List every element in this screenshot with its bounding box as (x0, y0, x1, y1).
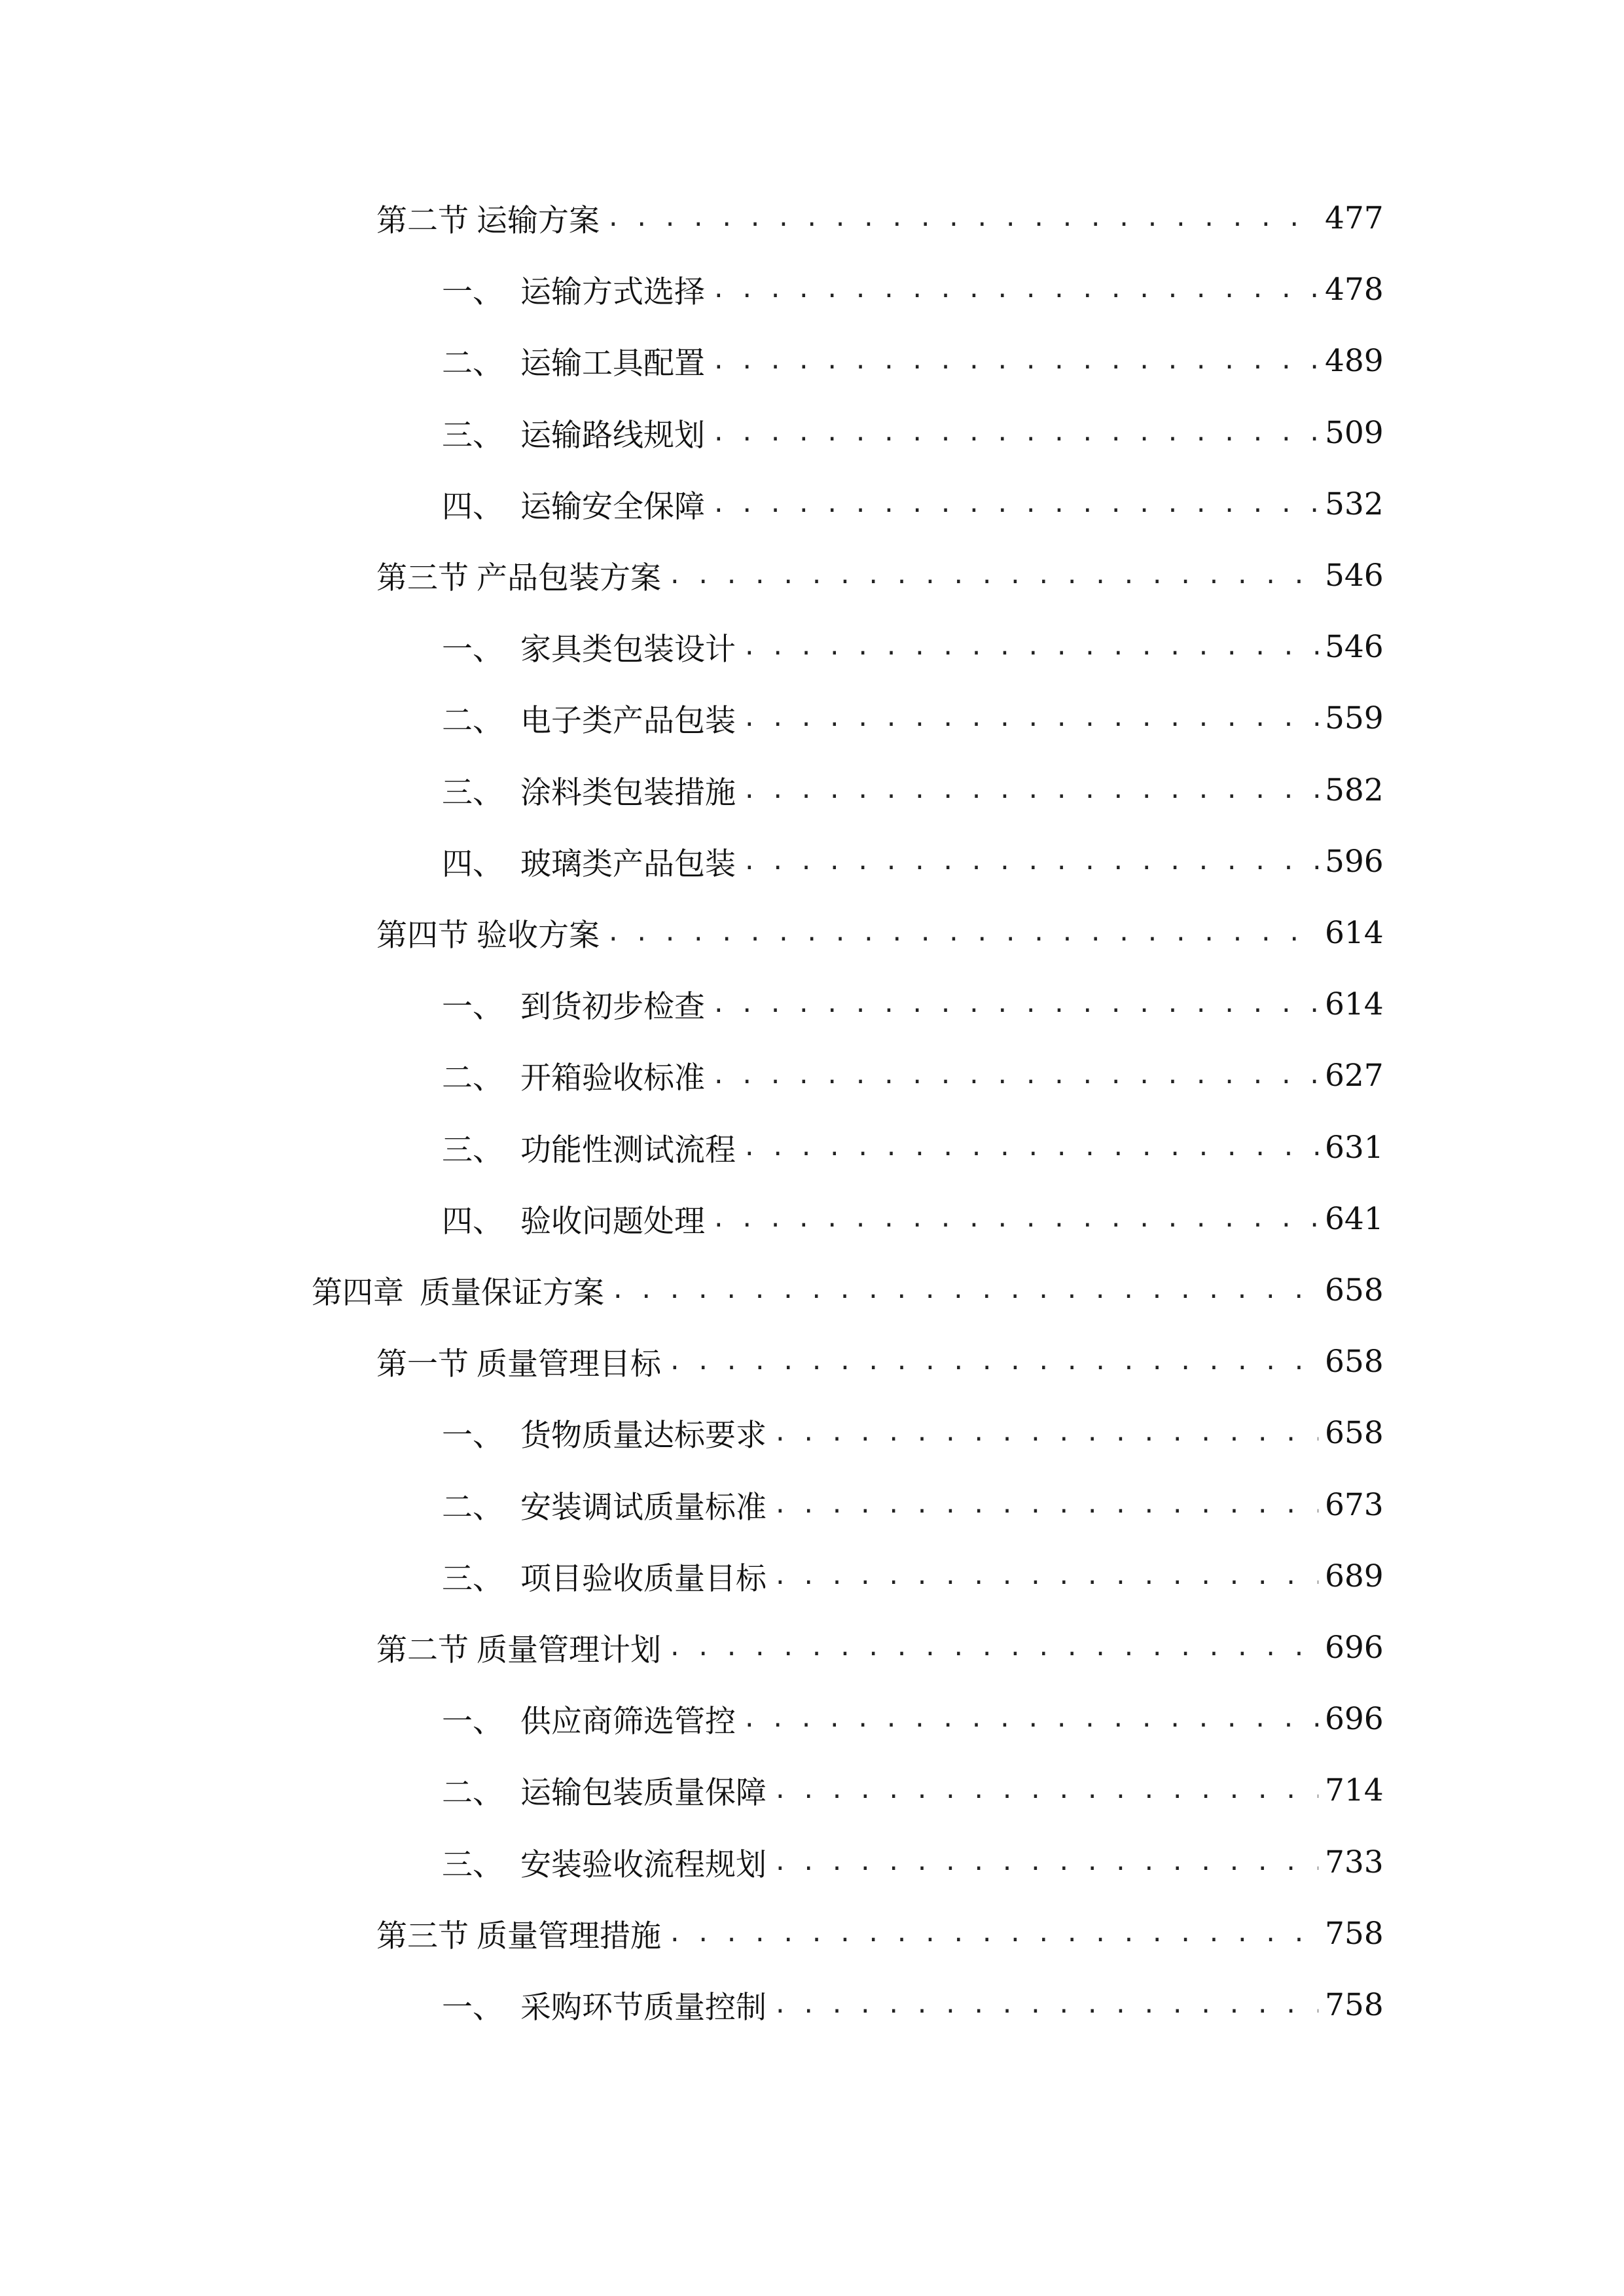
toc-entry-title: 运输路线规划 (520, 417, 705, 454)
dot-leader (773, 1777, 1318, 1804)
dot-leader (712, 991, 1318, 1018)
toc-entry-page: 758 (1325, 1986, 1384, 2023)
toc-entry-number: 四、 (442, 488, 503, 525)
toc-entry-page: 532 (1325, 486, 1384, 522)
dot-leader (712, 276, 1318, 303)
toc-entry-page: 696 (1325, 1629, 1384, 1666)
toc-entry-page: 758 (1325, 1915, 1384, 1952)
dot-leader (773, 1563, 1318, 1590)
toc-entry-page: 658 (1325, 1343, 1384, 1380)
toc-entry-page: 658 (1325, 1272, 1384, 1308)
toc-entry-title: 家具类包装设计 (520, 631, 736, 668)
dot-leader (668, 1634, 1318, 1661)
toc-entry[interactable] (442, 1761, 1384, 1820)
toc-entry[interactable] (442, 1189, 1384, 1248)
toc-entry-number: 第三节 (376, 560, 469, 596)
toc-entry-number: 三、 (442, 417, 503, 454)
toc-entry[interactable] (442, 475, 1384, 533)
toc-entry-number: 一、 (442, 1989, 503, 2026)
toc-entry-number: 第四节 (376, 917, 469, 954)
toc-entry-title: 采购环节质量控制 (520, 1989, 767, 2026)
toc-entry-page: 582 (1325, 772, 1384, 808)
toc-entry-title: 运输方式选择 (520, 274, 705, 310)
dot-leader (712, 348, 1318, 374)
toc-entry-title: 玻璃类产品包装 (520, 846, 736, 882)
toc-entry[interactable] (376, 1332, 1384, 1391)
toc-entry-number: 二、 (442, 702, 503, 739)
toc-entry-number: 四、 (442, 1203, 503, 1240)
toc-entry[interactable] (442, 975, 1384, 1033)
toc-entry-title: 质量管理措施 (477, 1918, 661, 1954)
toc-entry[interactable] (442, 1403, 1384, 1462)
dot-leader (668, 562, 1318, 589)
toc-entry-number: 一、 (442, 631, 503, 668)
dot-leader (712, 491, 1318, 518)
toc-entry-title: 验收问题处理 (520, 1203, 705, 1240)
toc-entry-page: 596 (1325, 843, 1384, 880)
toc-entry-title: 验收方案 (477, 917, 600, 954)
toc-entry-page: 641 (1325, 1200, 1384, 1237)
toc-entry[interactable] (442, 617, 1384, 676)
toc-entry[interactable] (376, 546, 1384, 605)
dot-leader (773, 1420, 1318, 1446)
toc-entry[interactable] (312, 1261, 1384, 1319)
toc-entry-page: 509 (1325, 414, 1384, 451)
toc-entry[interactable] (442, 761, 1384, 819)
toc-entry-page: 673 (1325, 1486, 1384, 1523)
toc-entry-number: 一、 (442, 1703, 503, 1740)
toc-entry[interactable] (442, 260, 1384, 319)
toc-entry-number: 第二节 (376, 1632, 469, 1668)
toc-entry-number: 一、 (442, 1417, 503, 1454)
toc-entry-number: 三、 (442, 1846, 503, 1883)
toc-entry[interactable] (376, 188, 1384, 247)
toc-entry-number: 第二节 (376, 202, 469, 239)
toc-entry-page: 733 (1325, 1844, 1384, 1880)
toc-entry-page: 546 (1325, 628, 1384, 665)
toc-entry[interactable] (442, 1118, 1384, 1177)
toc-entry[interactable] (442, 689, 1384, 747)
toc-entry-title: 运输工具配置 (520, 345, 705, 382)
toc-entry-title: 涂料类包装措施 (520, 774, 736, 811)
toc-entry-number: 第四章 (312, 1274, 404, 1311)
toc-entry-number: 三、 (442, 1560, 503, 1597)
dot-leader (712, 1206, 1318, 1232)
toc-entry-title: 质量保证方案 (420, 1274, 604, 1311)
toc-entry[interactable] (442, 403, 1384, 462)
toc-entry[interactable] (442, 1689, 1384, 1748)
toc-entry[interactable] (442, 1975, 1384, 2034)
toc-entry-title: 质量管理计划 (477, 1632, 661, 1668)
toc-entry-title: 电子类产品包装 (520, 702, 736, 739)
dot-leader (668, 1348, 1318, 1375)
toc-entry-title: 运输安全保障 (520, 488, 705, 525)
toc-entry-number: 第三节 (376, 1918, 469, 1954)
dot-leader (606, 205, 1318, 232)
dot-leader (773, 1992, 1318, 2018)
dot-leader (606, 920, 1318, 946)
toc-entry[interactable] (442, 331, 1384, 390)
dot-leader (742, 1706, 1318, 1732)
dot-leader (712, 1062, 1318, 1089)
dot-leader (742, 848, 1318, 875)
toc-entry-title: 项目验收质量目标 (520, 1560, 767, 1597)
toc-entry-page: 627 (1325, 1057, 1384, 1094)
dot-leader (712, 420, 1318, 446)
toc-entry-page: 546 (1325, 557, 1384, 594)
toc-entry-number: 二、 (442, 1774, 503, 1811)
toc-entry-title: 货物质量达标要求 (520, 1417, 767, 1454)
toc-entry-page: 489 (1325, 342, 1384, 379)
toc-entry-page: 559 (1325, 700, 1384, 736)
toc-entry-page: 614 (1325, 986, 1384, 1022)
toc-entry[interactable] (442, 1833, 1384, 1892)
toc-entry-title: 运输包装质量保障 (520, 1774, 767, 1811)
toc-entry-number: 三、 (442, 1132, 503, 1168)
toc-entry-page: 714 (1325, 1772, 1384, 1808)
dot-leader (773, 1849, 1318, 1876)
toc-entry[interactable] (442, 1475, 1384, 1534)
toc-entry[interactable] (376, 1618, 1384, 1677)
toc-entry-page: 658 (1325, 1414, 1384, 1451)
toc-entry-title: 供应商筛选管控 (520, 1703, 736, 1740)
toc-entry-title: 安装验收流程规划 (520, 1846, 767, 1883)
toc-entry-number: 三、 (442, 774, 503, 811)
toc-entry[interactable] (376, 903, 1384, 962)
toc-entry-title: 质量管理目标 (477, 1346, 661, 1382)
dot-leader (742, 1134, 1318, 1161)
toc-entry-title: 开箱验收标准 (520, 1060, 705, 1096)
toc-entry[interactable] (442, 832, 1384, 891)
toc-entry-number: 二、 (442, 1060, 503, 1096)
dot-leader (742, 705, 1318, 732)
toc-entry-page: 614 (1325, 914, 1384, 951)
dot-leader (773, 1492, 1318, 1518)
toc-entry[interactable] (442, 1547, 1384, 1605)
dot-leader (742, 777, 1318, 804)
toc-entry-page: 631 (1325, 1129, 1384, 1166)
dot-leader (668, 1920, 1318, 1947)
toc-entry-title: 产品包装方案 (477, 560, 661, 596)
toc-entry-title: 到货初步检查 (520, 988, 705, 1025)
toc-entry-number: 一、 (442, 988, 503, 1025)
toc-entry-number: 第一节 (376, 1346, 469, 1382)
toc-entry-title: 功能性测试流程 (520, 1132, 736, 1168)
dot-leader (742, 634, 1318, 660)
toc-entry-number: 一、 (442, 274, 503, 310)
toc-entry-number: 四、 (442, 846, 503, 882)
toc-entry[interactable] (442, 1046, 1384, 1105)
toc-entry-page: 689 (1325, 1558, 1384, 1594)
toc-entry-page: 696 (1325, 1700, 1384, 1737)
toc-entry[interactable] (376, 1904, 1384, 1963)
toc-entry-page: 478 (1325, 271, 1384, 308)
toc-entry-number: 二、 (442, 1489, 503, 1526)
toc-entry-number: 二、 (442, 345, 503, 382)
toc-entry-title: 运输方案 (477, 202, 600, 239)
toc-entry-title: 安装调试质量标准 (520, 1489, 767, 1526)
toc-entry-page: 477 (1325, 200, 1384, 236)
dot-leader (611, 1277, 1318, 1304)
